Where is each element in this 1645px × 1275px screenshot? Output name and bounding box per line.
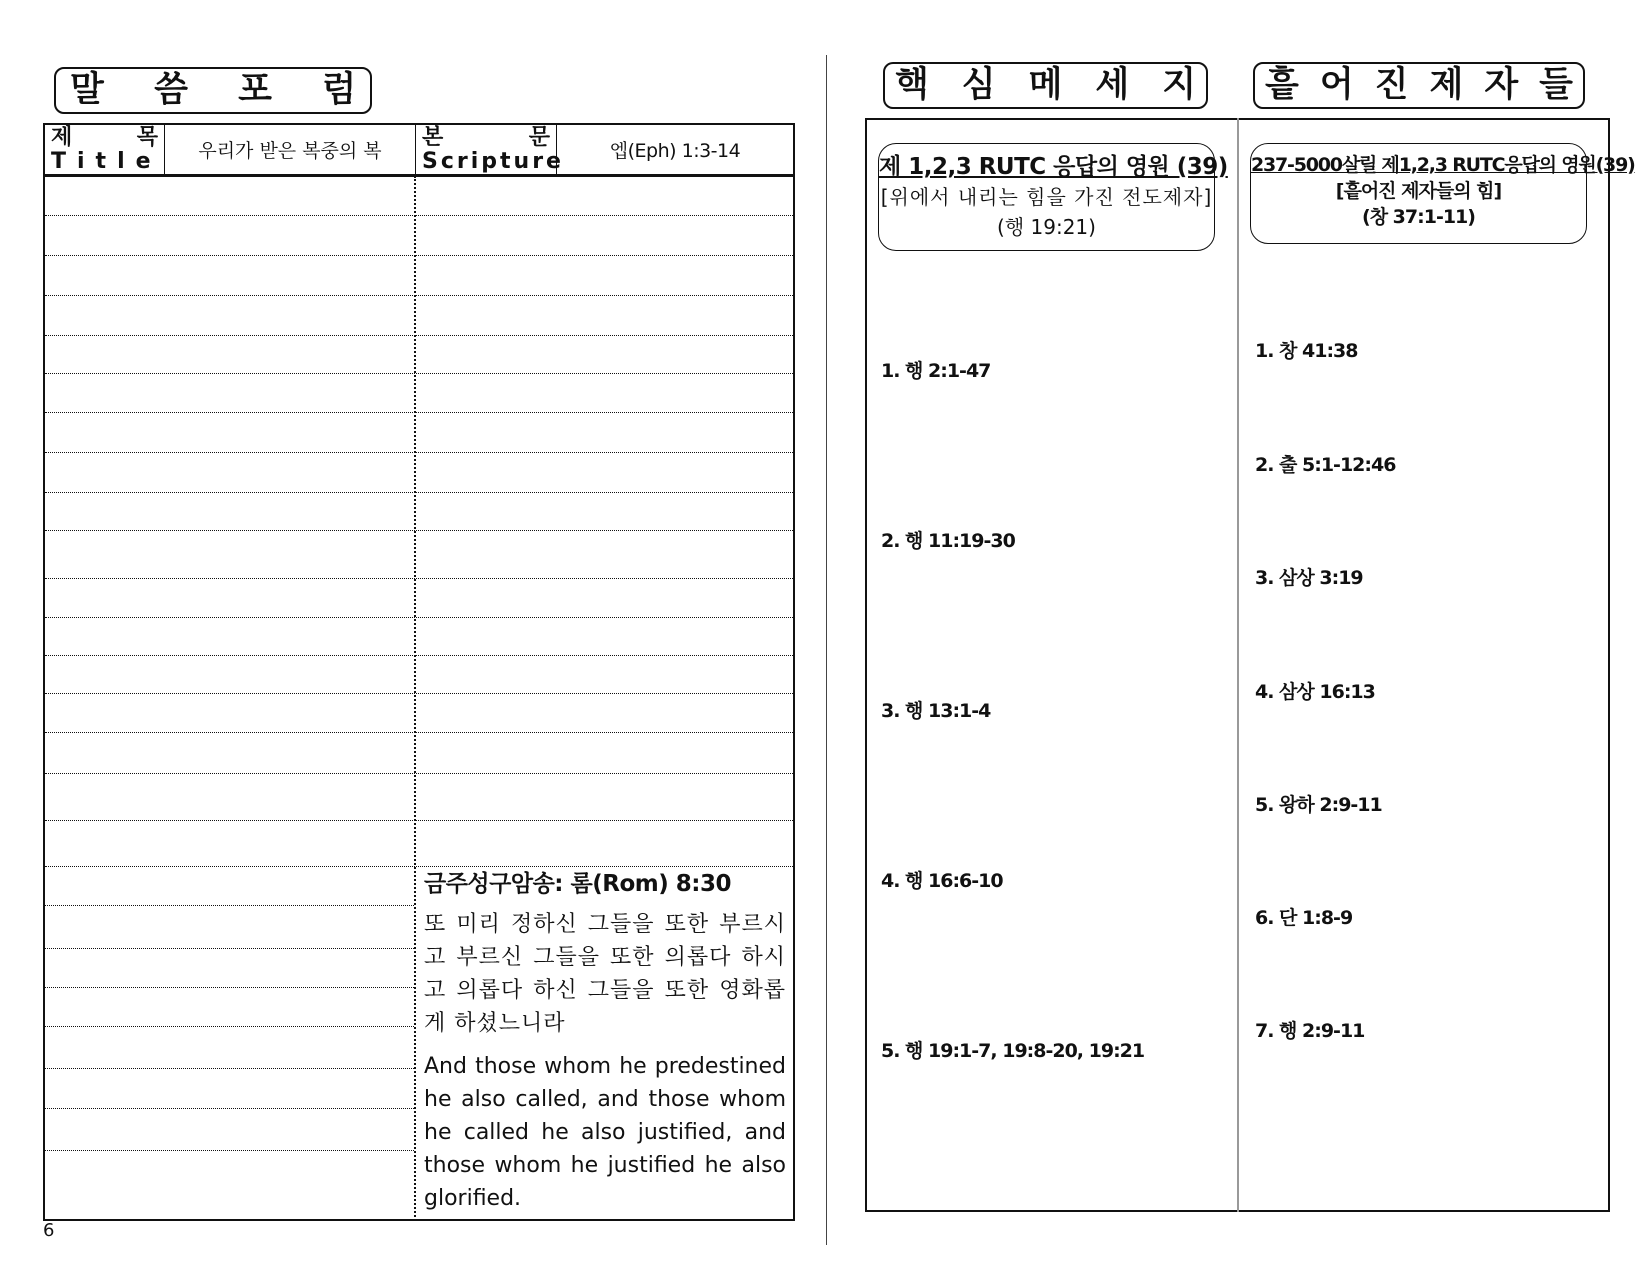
sermon-forum-title xyxy=(54,67,372,114)
disciples-heading-box xyxy=(1250,143,1635,244)
title-char: 세 xyxy=(1095,65,1130,105)
note-line xyxy=(45,655,793,656)
title-char: 제 xyxy=(1429,65,1464,105)
memory-verse-korean: 또 미리 정하신 그들을 또한 부르시고 부르신 그들을 또한 의롭다 하시고 의롭다 하신 그들을 또한 영화롭게 하셨느니라 xyxy=(424,912,786,1036)
disciples-item: 3. 삼상 3:19 xyxy=(1255,567,1363,589)
disciples-item: 1. 창 41:38 xyxy=(1255,340,1358,362)
note-line xyxy=(45,820,793,821)
note-line xyxy=(45,905,414,906)
core-heading: 제 1,2,3 RUTC 응답의 영원 (39) xyxy=(879,154,1228,180)
memory-verse-box xyxy=(424,865,786,1215)
note-line xyxy=(45,948,414,949)
core-item: 4. 행 16:6-10 xyxy=(881,870,1003,892)
core-item: 2. 행 11:19-30 xyxy=(881,530,1015,552)
note-line xyxy=(45,530,793,531)
title-char: 심 xyxy=(961,65,996,105)
memory-verse-english: And those whom he predestined he also called, and those whom he called he also justified, and those whom he justified he also glorified. xyxy=(424,1054,786,1211)
core-item: 3. 행 13:1-4 xyxy=(881,700,991,722)
note-line xyxy=(45,773,793,774)
title-char: 흩 xyxy=(1265,65,1299,105)
note-line xyxy=(45,1068,414,1069)
title-char: 어 xyxy=(1319,65,1354,105)
title-char: 진 xyxy=(1374,65,1409,105)
title-char: 핵 xyxy=(895,65,929,105)
note-line xyxy=(45,335,793,336)
title-char: 말 xyxy=(70,70,104,110)
scripture-text: 엡(Eph) 1:3-14 xyxy=(609,140,741,162)
disciples-item: 7. 행 2:9-11 xyxy=(1255,1020,1365,1042)
core-item: 1. 행 2:1-47 xyxy=(881,360,991,382)
title-char: 씀 xyxy=(154,70,188,110)
disciples-subheading: [흩어진 제자들의 힘] xyxy=(1335,180,1502,202)
scripture-label-cell xyxy=(416,124,564,174)
scripture-value xyxy=(557,125,793,174)
scripture-label-ko: 문 xyxy=(528,124,550,150)
title-label-en: Title xyxy=(51,148,162,174)
disciples-item: 2. 출 5:1-12:46 xyxy=(1255,454,1396,476)
title-char: 포 xyxy=(238,70,272,110)
title-label-ko: 목 xyxy=(136,124,158,150)
scattered-disciples-title xyxy=(1253,62,1585,109)
core-subheading: [위에서 내리는 힘을 가진 전도제자] xyxy=(880,185,1213,209)
title-label-ko: 제 xyxy=(51,124,73,150)
title-label-cell xyxy=(45,125,165,174)
note-line xyxy=(45,578,793,579)
note-line xyxy=(45,492,793,493)
note-line xyxy=(45,373,793,374)
page-number: 6 xyxy=(43,1220,55,1241)
notes-column-divider xyxy=(414,176,416,1221)
note-line xyxy=(45,1108,414,1109)
disciples-item: 4. 삼상 16:13 xyxy=(1255,681,1375,703)
note-line xyxy=(45,617,793,618)
sermon-header-table xyxy=(43,123,795,176)
scripture-label-ko: 본 xyxy=(422,124,444,150)
title-char: 들 xyxy=(1539,65,1573,105)
note-line xyxy=(45,1026,414,1027)
note-line xyxy=(45,295,793,296)
page-divider xyxy=(826,55,827,1245)
scripture-label-en: Scripture xyxy=(422,148,564,174)
disciples-item: 5. 왕하 2:9-11 xyxy=(1255,794,1382,816)
note-line xyxy=(45,255,793,256)
sermon-title-value xyxy=(165,125,416,174)
disciples-item: 6. 단 1:8-9 xyxy=(1255,907,1353,929)
core-item: 5. 행 19:1-7, 19:8-20, 19:21 xyxy=(881,1040,1145,1062)
disciples-heading: 237-5000살릴 제1,2,3 RUTC응답의 영원(39) xyxy=(1251,154,1635,176)
note-line xyxy=(45,732,793,733)
right-column-divider xyxy=(1237,118,1239,1212)
note-line xyxy=(45,1150,414,1151)
note-line xyxy=(45,412,793,413)
title-char: 지 xyxy=(1162,65,1196,105)
disciples-reference: (창 37:1-11) xyxy=(1362,206,1475,228)
core-message-heading-box xyxy=(878,143,1228,251)
title-char: 럼 xyxy=(322,70,356,110)
note-line xyxy=(45,987,414,988)
note-line xyxy=(45,215,793,216)
note-line xyxy=(45,452,793,453)
title-char: 자 xyxy=(1484,65,1519,105)
sermon-title-text: 우리가 받은 복중의 복 xyxy=(198,140,382,162)
title-char: 메 xyxy=(1028,65,1063,105)
core-reference: (행 19:21) xyxy=(997,215,1096,239)
core-message-title xyxy=(883,62,1208,109)
note-line xyxy=(45,693,793,694)
memory-verse-title: 금주성구암송: 롬(Rom) 8:30 xyxy=(424,871,731,897)
